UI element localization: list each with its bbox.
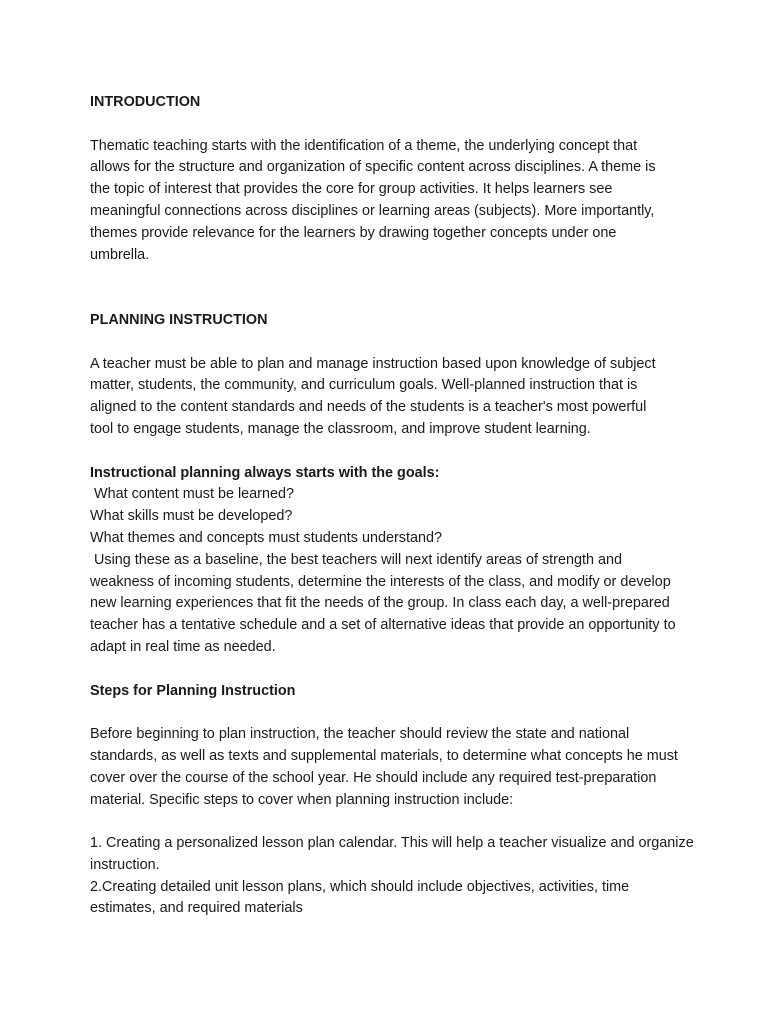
planning-paragraph xyxy=(90,354,690,441)
document-page xyxy=(90,92,694,920)
text-line: matter, students, the community, and curriculum goals. Well-planned instruction that is xyxy=(90,377,638,394)
text-line: tool to engage students, manage the classroom, and improve student learning. xyxy=(90,420,591,437)
goal-question: What themes and concepts must students understand? xyxy=(90,529,442,546)
list-item-continued: instruction. xyxy=(90,856,160,873)
planning-heading: PLANNING INSTRUCTION xyxy=(90,311,268,328)
text-line: standards, as well as texts and supplemental materials, to determine what concepts he must xyxy=(90,747,678,764)
text-line: umbrella. xyxy=(90,246,150,263)
text-line: Using these as a baseline, the best teachers will next identify areas of strength and xyxy=(90,551,622,568)
steps-heading: Steps for Planning Instruction xyxy=(90,682,296,699)
text-line: material. Specific steps to cover when planning instruction include: xyxy=(90,791,514,808)
introduction-heading: INTRODUCTION xyxy=(90,94,201,110)
text-line: Before beginning to plan instruction, the teacher should review the state and national xyxy=(90,726,630,743)
text-line: adapt in real time as needed. xyxy=(90,638,276,655)
list-item: 2.Creating detailed unit lesson plans, which should include objectives, activities, time xyxy=(90,878,630,895)
steps-paragraph xyxy=(90,724,690,811)
text-line: cover over the course of the school year. He should include any required test-preparation xyxy=(90,769,657,786)
steps-list xyxy=(90,833,694,920)
goal-question: What content must be learned? xyxy=(90,486,294,503)
goals-heading: Instructional planning always starts with the goals: xyxy=(90,464,440,481)
goal-question: What skills must be developed? xyxy=(90,508,293,525)
text-line: teacher has a tentative schedule and a set of alternative ideas that provide an opportunity to xyxy=(90,617,676,634)
introduction-paragraph xyxy=(90,136,690,267)
text-line: the topic of interest that provides the core for group activities. It helps learners see xyxy=(90,181,613,198)
text-line: meaningful connections across disciplines or learning areas (subjects). More importantly, xyxy=(90,202,655,219)
text-line: A teacher must be able to plan and manage instruction based upon knowledge of subject xyxy=(90,355,656,372)
text-line: Thematic teaching starts with the identification of a theme, the underlying concept that xyxy=(90,137,638,154)
text-line: new learning experiences that fit the needs of the group. In class each day, a well-prepared xyxy=(90,595,670,612)
text-line: aligned to the content standards and needs of the students is a teacher's most powerful xyxy=(90,399,647,416)
list-item-continued: estimates, and required materials xyxy=(90,900,303,917)
list-item: 1. Creating a personalized lesson plan calendar. This will help a teacher visualize and organize xyxy=(90,835,694,852)
text-line: weakness of incoming students, determine the interests of the class, and modify or develop xyxy=(90,573,671,590)
text-line: allows for the structure and organization of specific content across disciplines. A theme is xyxy=(90,159,656,176)
goals-block xyxy=(90,463,690,659)
text-line: themes provide relevance for the learners by drawing together concepts under one xyxy=(90,224,617,241)
